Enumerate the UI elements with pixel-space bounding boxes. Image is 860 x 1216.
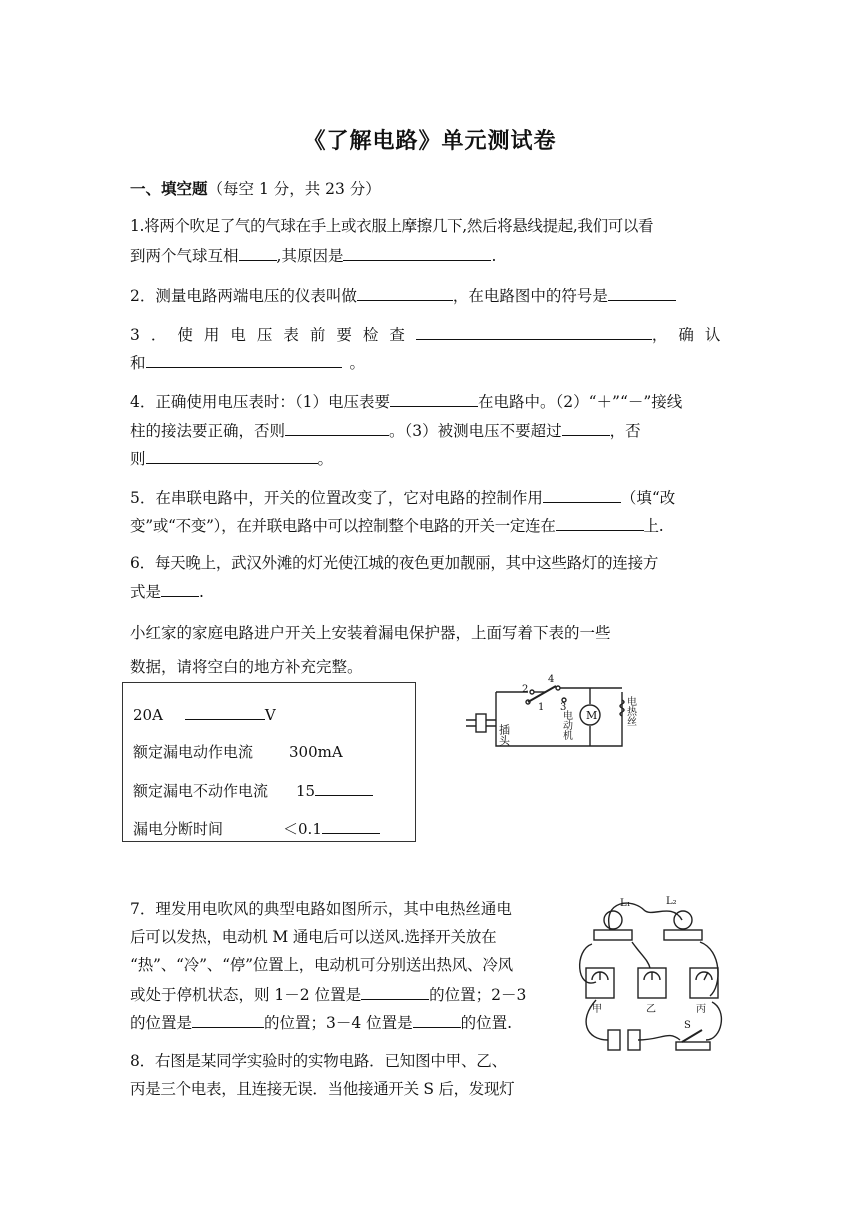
q1-line2: [130, 244, 730, 267]
q6-line2: [130, 580, 730, 603]
q2-text-b: ，在电路图中的符号是: [452, 287, 608, 305]
table-row-4: [133, 817, 380, 839]
no-trip-current-value: 15: [296, 782, 316, 800]
q2-text-a: 2．测量电路两端电压的仪表叫做: [130, 287, 357, 305]
lamp2-bulb-icon: [674, 911, 692, 929]
circuit-wire: [496, 692, 622, 746]
wire-right: [700, 942, 718, 996]
break-time-label: 漏电分断时间: [133, 820, 224, 838]
q2-blank1[interactable]: [357, 284, 453, 301]
switch-base-icon: [676, 1042, 710, 1050]
q3-text-b: ，确认: [651, 326, 732, 344]
q4-text-g: 。: [317, 450, 334, 468]
voltage-unit: V: [264, 706, 276, 724]
q5-line2: [130, 514, 730, 537]
q5-line1: [130, 486, 730, 509]
plug-icon: [476, 714, 486, 732]
meter-bing-label: 丙: [696, 1004, 706, 1015]
break-time-value: ＜0.1: [283, 820, 322, 838]
q5-text-a: 5．在串联电路中，开关的位置改变了，它对电路的控制作用: [130, 489, 543, 507]
switch-label-3: 3: [560, 702, 567, 713]
table-row-1: [133, 703, 276, 724]
q1-text-a: 到两个气球互相: [130, 247, 239, 265]
q1-line1: 1.将两个吹足了气的气球在手上或衣服上摩擦几下,然后将悬线提起,我们可以看: [130, 217, 654, 235]
switch-label-4: 4: [548, 674, 555, 685]
q4-blank1[interactable]: [390, 390, 478, 407]
lamp1-label: L₁: [620, 898, 631, 909]
physical-circuit-figure: [572, 890, 732, 1070]
q4-text-d: 。（3）被测电压不要超过: [389, 422, 562, 440]
q7-text-a: 或处于停机状态，则 1－2 位置是: [130, 986, 362, 1004]
protector-data-box: [122, 682, 416, 842]
q4-blank3[interactable]: [562, 419, 610, 436]
rated-current: 20A: [133, 706, 163, 724]
q5-blank1[interactable]: [543, 486, 621, 503]
q5-text-b: （填“改: [620, 489, 676, 507]
meter-yi-needle: [644, 972, 660, 980]
motor-label: 电动机: [560, 710, 572, 740]
q7-text-e: 的位置.: [460, 1014, 513, 1032]
q7-line5: [130, 1011, 560, 1034]
q4-blank4[interactable]: [146, 447, 318, 464]
q3-text-d: 。: [349, 354, 366, 372]
no-trip-unit-blank[interactable]: [315, 779, 373, 796]
q6-blank1[interactable]: [161, 580, 199, 597]
trip-current-value: 300mA: [289, 743, 343, 761]
table-row-3: [133, 779, 373, 801]
hair-dryer-circuit-figure: [462, 664, 642, 772]
q3-line2: [130, 351, 730, 374]
q7-blank2[interactable]: [192, 1011, 264, 1028]
q6-text-a: 式是: [130, 583, 162, 601]
q1-blank2[interactable]: [343, 244, 491, 261]
q5-text-c: 变”或“不变”），在并联电路中可以控制整个电路的开关一定连在: [130, 517, 556, 535]
plug-label: 插头: [497, 724, 511, 746]
q3-text-c: 和: [130, 354, 146, 372]
q4-text-e: ，否: [609, 422, 641, 440]
q4-text-a: 4．正确使用电压表时：（1）电压表要: [130, 393, 390, 411]
plug-prong-icon: [466, 720, 476, 726]
q4-line1: [130, 390, 730, 413]
voltage-blank[interactable]: [185, 703, 265, 720]
meter-yi-label: 乙: [646, 1004, 656, 1015]
switch-label-2: 2: [522, 684, 529, 695]
intro-line1: 小红家的家庭电路进户开关上安装着漏电保护器，上面写着下表的一些: [130, 624, 611, 642]
q7-text-c: 的位置是: [130, 1014, 193, 1032]
meter-jia-needle: [592, 972, 608, 980]
meter-jia-label: 甲: [592, 1004, 602, 1015]
q5-blank2[interactable]: [556, 514, 644, 531]
q7-line2: 后可以发热，电动机 M 通电后可以送风.选择开关放在: [130, 928, 497, 946]
switch-contact-2: [530, 690, 534, 694]
motor-symbol: M: [586, 709, 598, 722]
q7-line4: [130, 983, 560, 1006]
q2-line: [130, 284, 730, 307]
page-title: 《了解电路》单元测试卷: [303, 128, 557, 154]
q8-line2: 丙是三个电表，且连接无误．当他接通开关 S 后，发现灯: [130, 1080, 515, 1098]
q7-text-b: 的位置；2－3: [429, 986, 527, 1004]
no-trip-current-label: 额定漏电不动作电流: [133, 782, 269, 800]
section-heading: [130, 178, 730, 200]
battery-1-icon: [608, 1030, 620, 1050]
q4-text-b: 在电路中。（2）“＋”“－”接线: [477, 393, 683, 411]
q4-text-f: 则: [130, 450, 146, 468]
lamp2-label: L₂: [666, 896, 677, 907]
q4-blank2[interactable]: [285, 419, 389, 436]
q3-blank2[interactable]: [146, 351, 342, 368]
table-row-2: [133, 741, 343, 762]
break-time-unit-blank[interactable]: [322, 817, 380, 834]
q7-line1: 7．理发用电吹风的典型电路如图所示，其中电热丝通电: [130, 900, 512, 918]
q5-text-d: 上.: [643, 517, 664, 535]
heater-label: 电热丝: [624, 696, 636, 726]
switch-label-1: 1: [538, 702, 545, 713]
lamp1-base: [594, 930, 632, 940]
q1-blank1[interactable]: [239, 244, 277, 261]
q4-text-c: 柱的接法要正确，否则: [130, 422, 286, 440]
lamp1-bulb-icon: [604, 911, 622, 929]
switch-label: S: [684, 1020, 691, 1031]
q4-line2: [130, 419, 730, 442]
q8-line1: 8．右图是某同学实验时的实物电路．已知图中甲、乙、: [130, 1052, 507, 1070]
q3-line1: [130, 323, 730, 346]
meter-bing-needle: [696, 972, 712, 980]
q7-blank1[interactable]: [361, 983, 429, 1000]
wire-mid: [632, 942, 650, 968]
intro-line2: 数据，请将空白的地方补充完整。: [130, 658, 363, 676]
section-label: 一、填空题: [130, 179, 208, 198]
q7-blank3[interactable]: [413, 1011, 461, 1028]
section-note: （每空 1 分，共 23 分）: [207, 180, 381, 198]
q1-text-b: ,其原因是: [276, 247, 344, 265]
switch-lever-icon: [682, 1030, 702, 1042]
trip-current-label: 额定漏电动作电流: [133, 743, 254, 761]
wire-bottom-mid: [638, 1036, 680, 1040]
q2-blank2[interactable]: [608, 284, 676, 301]
q7-line3: “热”、“冷”、“停”位置上，电动机可分别送出热风、冷风: [130, 956, 513, 974]
q4-line3: [130, 447, 730, 470]
wire-left: [580, 944, 596, 983]
wire-bottom-right: [706, 1002, 721, 1040]
q1-text-c: .: [491, 247, 497, 265]
q7-text-d: 的位置；3－4 位置是: [264, 1014, 413, 1032]
switch-contact-4: [556, 686, 560, 690]
q3-blank1[interactable]: [416, 323, 652, 340]
q3-text-a: 3．使用电压表前要检查: [130, 326, 416, 344]
lamp2-base: [664, 930, 702, 940]
q6-text-b: .: [199, 583, 204, 601]
q6-line1: 6．每天晚上，武汉外滩的灯光使江城的夜色更加靓丽，其中这些路灯的连接方: [130, 554, 659, 572]
